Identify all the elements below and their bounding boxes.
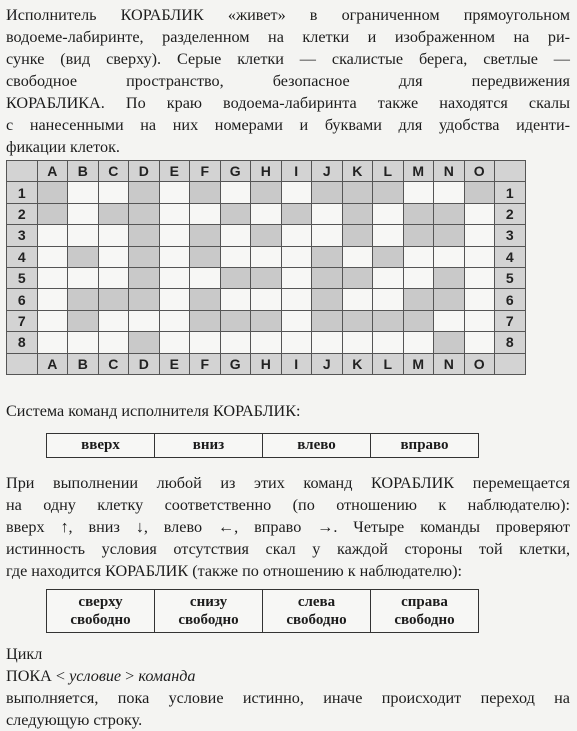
water-cell [68, 203, 99, 224]
column-label: I [281, 161, 312, 182]
row-label: 7 [7, 310, 38, 331]
column-label: E [159, 161, 190, 182]
water-cell [373, 203, 404, 224]
water-cell [220, 246, 251, 267]
rock-cell [190, 246, 221, 267]
water-cell [464, 246, 495, 267]
rock-cell [312, 267, 343, 288]
rock-cell [403, 289, 434, 310]
rock-cell [434, 289, 465, 310]
rock-cell [129, 332, 160, 353]
rock-cell [190, 182, 221, 203]
rock-cell [68, 246, 99, 267]
water-cell [281, 246, 312, 267]
column-label: L [373, 353, 404, 374]
water-cell [403, 267, 434, 288]
maze-row [7, 161, 526, 182]
water-cell [37, 289, 68, 310]
water-cell [68, 182, 99, 203]
explanation-line: на одну клетку соответственно (по отношению к наблюдателю): [6, 496, 570, 514]
loop-title: Цикл [6, 645, 43, 663]
column-label: H [251, 161, 282, 182]
column-label: A [37, 161, 68, 182]
rock-cell [68, 289, 99, 310]
column-label: K [342, 353, 373, 374]
row-label: 6 [7, 289, 38, 310]
rock-cell [37, 203, 68, 224]
intro-line: сунке (вид сверху). Серые клетки — скалистые берега, светлые — [6, 50, 570, 68]
water-cell [373, 332, 404, 353]
intro-line: с нанесенными на них номерами и буквами для удобства иденти- [6, 116, 570, 134]
water-cell [281, 332, 312, 353]
explanation-line: вверх ↑, вниз ↓, влево ←, вправо →. Четыре команды проверяют [6, 518, 570, 536]
water-cell [98, 182, 129, 203]
rock-cell [312, 310, 343, 331]
row-label: 8 [7, 332, 38, 353]
intro-line: фикации клеток. [6, 138, 120, 156]
rock-cell [129, 203, 160, 224]
rock-cell [129, 289, 160, 310]
water-cell [312, 203, 343, 224]
loop-syntax: ПОКА < условие > команда [6, 667, 196, 685]
row-label: 5 [495, 267, 526, 288]
water-cell [251, 203, 282, 224]
rock-cell [129, 267, 160, 288]
water-cell [159, 246, 190, 267]
row-label: 8 [495, 332, 526, 353]
rock-cell [342, 267, 373, 288]
water-cell [37, 332, 68, 353]
row-label: 5 [7, 267, 38, 288]
row-label: 3 [495, 225, 526, 246]
loop-desc-line: следующую строку. [6, 711, 143, 729]
column-label: F [190, 161, 221, 182]
rock-cell [403, 310, 434, 331]
loop-desc-line: выполняется, пока условие истинно, иначе происходит переход на [6, 689, 570, 707]
maze-row [7, 332, 526, 353]
water-cell [373, 289, 404, 310]
water-cell [37, 267, 68, 288]
water-cell [220, 289, 251, 310]
rock-cell [373, 182, 404, 203]
column-label: A [37, 353, 68, 374]
water-cell [129, 310, 160, 331]
column-label: C [98, 161, 129, 182]
water-cell [464, 225, 495, 246]
explanation-line: истинность условия отсутствия скал у каждой стороны той клетки, [6, 540, 570, 558]
water-cell [37, 225, 68, 246]
rock-cell [434, 225, 465, 246]
condition-up: сверху свободно [47, 590, 155, 633]
intro-line: водоеме-лабиринте, разделенном на клетки и изображенном на ри- [6, 28, 570, 46]
water-cell [159, 310, 190, 331]
command-right: вправо [371, 434, 479, 458]
maze-row [7, 182, 526, 203]
column-label: B [68, 353, 99, 374]
row-label: 3 [7, 225, 38, 246]
rock-cell [434, 332, 465, 353]
water-cell [220, 182, 251, 203]
water-cell [281, 225, 312, 246]
corner-cell [495, 353, 526, 374]
water-cell [159, 267, 190, 288]
water-cell [464, 267, 495, 288]
column-label: N [434, 161, 465, 182]
water-cell [251, 289, 282, 310]
row-label: 1 [495, 182, 526, 203]
maze-row [7, 246, 526, 267]
rock-cell [190, 289, 221, 310]
column-label: I [281, 353, 312, 374]
rock-cell [373, 310, 404, 331]
rock-cell [129, 225, 160, 246]
rock-cell [434, 203, 465, 224]
condition-commands-table [46, 589, 479, 633]
maze-row [7, 353, 526, 374]
rock-cell [312, 182, 343, 203]
row-label: 4 [495, 246, 526, 267]
intro-line: свободное пространство, безопасное для передвижения [6, 72, 570, 90]
water-cell [68, 332, 99, 353]
water-cell [403, 332, 434, 353]
command-down: вниз [155, 434, 263, 458]
rock-cell [342, 203, 373, 224]
maze-row [7, 310, 526, 331]
rock-cell [251, 267, 282, 288]
rock-cell [220, 267, 251, 288]
water-cell [159, 289, 190, 310]
column-label: E [159, 353, 190, 374]
water-cell [434, 310, 465, 331]
column-label: M [403, 161, 434, 182]
water-cell [373, 267, 404, 288]
rock-cell [251, 182, 282, 203]
water-cell [159, 203, 190, 224]
explanation-line: При выполнении любой из этих команд КОРАБЛИК перемещается [6, 474, 570, 492]
water-cell [98, 332, 129, 353]
condition-right: справа свободно [371, 590, 479, 633]
column-label: K [342, 161, 373, 182]
water-cell [434, 182, 465, 203]
water-cell [281, 310, 312, 331]
water-cell [98, 225, 129, 246]
water-cell [312, 332, 343, 353]
rock-cell [312, 246, 343, 267]
rock-cell [342, 182, 373, 203]
rock-cell [129, 246, 160, 267]
intro-paragraph [6, 4, 570, 158]
rock-cell [251, 225, 282, 246]
row-label: 2 [495, 203, 526, 224]
rock-cell [190, 310, 221, 331]
condition-down: снизу свободно [155, 590, 263, 633]
water-cell [159, 182, 190, 203]
rock-cell [220, 310, 251, 331]
water-cell [68, 225, 99, 246]
rock-cell [373, 246, 404, 267]
water-cell [37, 246, 68, 267]
water-cell [159, 225, 190, 246]
corner-cell [7, 161, 38, 182]
command-up: вверх [47, 434, 155, 458]
explanation-paragraph [6, 472, 570, 582]
commands-title: Система команд исполнителя КОРАБЛИК: [6, 402, 301, 420]
water-cell [98, 310, 129, 331]
water-cell [312, 225, 343, 246]
column-label: J [312, 161, 343, 182]
water-cell [342, 289, 373, 310]
water-cell [464, 332, 495, 353]
maze-row [7, 203, 526, 224]
rock-cell [342, 225, 373, 246]
rock-cell [220, 203, 251, 224]
rock-cell [434, 267, 465, 288]
intro-line: Исполнитель КОРАБЛИК «живет» в ограниченном прямоугольном [6, 6, 570, 24]
water-cell [190, 203, 221, 224]
water-cell [281, 182, 312, 203]
column-label: H [251, 353, 282, 374]
column-label: B [68, 161, 99, 182]
water-cell [403, 182, 434, 203]
column-label: O [464, 161, 495, 182]
maze-row [7, 225, 526, 246]
water-cell [373, 225, 404, 246]
water-cell [190, 267, 221, 288]
row-label: 1 [7, 182, 38, 203]
water-cell [68, 267, 99, 288]
water-cell [403, 246, 434, 267]
loop-section [6, 643, 570, 731]
rock-cell [190, 225, 221, 246]
row-label: 6 [495, 289, 526, 310]
column-label: N [434, 353, 465, 374]
corner-cell [495, 161, 526, 182]
water-cell [251, 246, 282, 267]
rock-cell [403, 203, 434, 224]
water-cell [464, 289, 495, 310]
maze-row [7, 267, 526, 288]
column-label: D [129, 161, 160, 182]
condition-left: слева свободно [263, 590, 371, 633]
column-label: J [312, 353, 343, 374]
rock-cell [464, 182, 495, 203]
water-cell [434, 246, 465, 267]
water-cell [342, 246, 373, 267]
rock-cell [312, 289, 343, 310]
water-cell [281, 267, 312, 288]
water-cell [220, 332, 251, 353]
rock-cell [98, 289, 129, 310]
move-commands-table [46, 433, 479, 458]
water-cell [464, 203, 495, 224]
column-label: F [190, 353, 221, 374]
water-cell [281, 289, 312, 310]
column-label: M [403, 353, 434, 374]
rock-cell [98, 203, 129, 224]
rock-cell [129, 182, 160, 203]
column-label: D [129, 353, 160, 374]
column-label: O [464, 353, 495, 374]
corner-cell [7, 353, 38, 374]
water-cell [159, 332, 190, 353]
rock-cell [281, 203, 312, 224]
row-label: 2 [7, 203, 38, 224]
water-cell [251, 332, 282, 353]
water-cell [98, 267, 129, 288]
column-label: G [220, 161, 251, 182]
maze-grid [6, 160, 526, 375]
rock-cell [342, 310, 373, 331]
rock-cell [251, 310, 282, 331]
maze-row [7, 289, 526, 310]
column-label: L [373, 161, 404, 182]
water-cell [37, 310, 68, 331]
row-label: 7 [495, 310, 526, 331]
row-label: 4 [7, 246, 38, 267]
water-cell [464, 310, 495, 331]
water-cell [220, 225, 251, 246]
column-label: G [220, 353, 251, 374]
water-cell [98, 246, 129, 267]
rock-cell [403, 225, 434, 246]
intro-line: КОРАБЛИКА. По краю водоема-лабиринта также находятся скалы [6, 94, 570, 112]
command-left: влево [263, 434, 371, 458]
explanation-line: где находится КОРАБЛИК (также по отношению к наблюдателю): [6, 562, 463, 580]
water-cell [190, 332, 221, 353]
rock-cell [37, 182, 68, 203]
column-label: C [98, 353, 129, 374]
water-cell [342, 332, 373, 353]
rock-cell [68, 310, 99, 331]
